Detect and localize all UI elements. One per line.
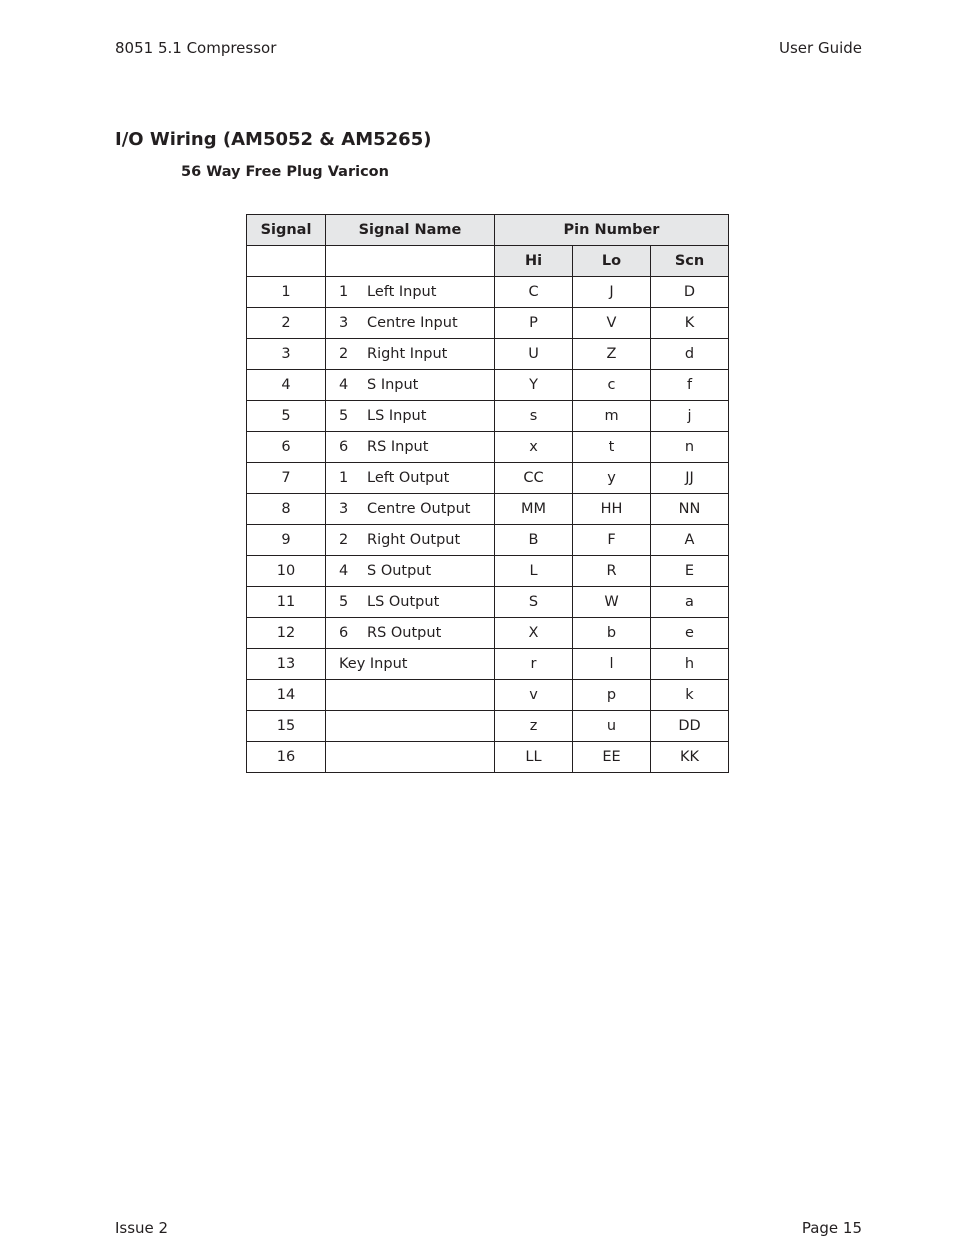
cell-signal: 3 [247,339,326,370]
table-header-row [247,215,729,246]
cell-pin-lo: F [573,525,651,556]
cell-signal-name [326,308,495,339]
table-row [247,587,729,618]
col-header-pin-number: Pin Number [495,215,729,246]
signal-name-number: 5 [339,408,349,424]
cell-pin-lo: W [573,587,651,618]
table-subheader-row [247,246,729,277]
cell-signal-name [326,370,495,401]
cell-pin-scn: K [651,308,729,339]
col-header-signal: Signal [247,215,326,246]
cell-signal-name [326,556,495,587]
table-row [247,494,729,525]
cell-pin-scn: NN [651,494,729,525]
signal-name-number: 2 [339,532,349,548]
table-row [247,742,729,773]
cell-signal: 6 [247,432,326,463]
cell-pin-hi: L [495,556,573,587]
cell-pin-hi: LL [495,742,573,773]
footer-page-number: Page 15 [801,1219,862,1237]
subheader-empty-name [326,246,495,277]
cell-signal-name [326,711,495,742]
cell-pin-scn: k [651,680,729,711]
cell-pin-lo: y [573,463,651,494]
cell-signal-name [326,432,495,463]
cell-pin-lo: m [573,401,651,432]
cell-signal-name [326,587,495,618]
cell-pin-lo: p [573,680,651,711]
cell-pin-hi: B [495,525,573,556]
cell-pin-hi: CC [495,463,573,494]
cell-pin-scn: D [651,277,729,308]
cell-signal-name [326,525,495,556]
signal-name-number: 3 [339,501,349,517]
cell-pin-scn: n [651,432,729,463]
cell-signal-name [326,680,495,711]
cell-pin-lo: EE [573,742,651,773]
cell-pin-lo: HH [573,494,651,525]
table-row [247,339,729,370]
cell-pin-lo: Z [573,339,651,370]
table-row [247,556,729,587]
cell-pin-scn: JJ [651,463,729,494]
table-row [247,308,729,339]
cell-signal: 4 [247,370,326,401]
cell-pin-hi: v [495,680,573,711]
cell-signal-name [326,463,495,494]
pin-wiring-table [246,214,729,773]
signal-name-number: 4 [339,377,349,393]
cell-pin-lo: b [573,618,651,649]
col-header-lo: Lo [573,246,651,277]
signal-name-text: LS Input [367,408,427,424]
cell-pin-lo: u [573,711,651,742]
cell-pin-hi: P [495,308,573,339]
cell-pin-scn: DD [651,711,729,742]
signal-name-number: 4 [339,563,349,579]
cell-pin-lo: t [573,432,651,463]
cell-pin-hi: MM [495,494,573,525]
signal-name-text: Centre Output [367,501,471,517]
signal-name-text: Left Input [367,284,437,300]
table-row [247,401,729,432]
table-row [247,618,729,649]
cell-signal: 16 [247,742,326,773]
cell-signal-name [326,277,495,308]
cell-signal: 7 [247,463,326,494]
signal-name-number: 2 [339,346,349,362]
cell-pin-scn: a [651,587,729,618]
signal-name-text: RS Output [367,625,442,641]
table-row [247,463,729,494]
table-row [247,649,729,680]
signal-name-text: Key Input [339,656,408,672]
cell-signal-name [326,494,495,525]
cell-signal: 15 [247,711,326,742]
cell-pin-scn: A [651,525,729,556]
cell-signal: 2 [247,308,326,339]
table-row [247,680,729,711]
header-document-type: User Guide [778,39,862,57]
table-row [247,370,729,401]
cell-signal-name [326,339,495,370]
cell-pin-hi: z [495,711,573,742]
cell-pin-lo: l [573,649,651,680]
cell-signal: 8 [247,494,326,525]
signal-name-number: 1 [339,284,349,300]
col-header-hi: Hi [495,246,573,277]
cell-signal-name [326,742,495,773]
col-header-scn: Scn [651,246,729,277]
cell-signal: 12 [247,618,326,649]
cell-pin-hi: s [495,401,573,432]
cell-pin-hi: Y [495,370,573,401]
cell-signal: 1 [247,277,326,308]
cell-pin-scn: E [651,556,729,587]
cell-signal: 10 [247,556,326,587]
signal-name-text: Centre Input [367,315,458,331]
cell-signal: 5 [247,401,326,432]
cell-pin-scn: d [651,339,729,370]
cell-pin-scn: h [651,649,729,680]
table-row [247,525,729,556]
cell-pin-scn: e [651,618,729,649]
signal-name-text: LS Output [367,594,440,610]
cell-signal: 9 [247,525,326,556]
signal-name-number: 3 [339,315,349,331]
signal-name-text: Right Input [367,346,448,362]
section-subtitle: 56 Way Free Plug Varicon [181,164,389,180]
cell-pin-hi: r [495,649,573,680]
cell-pin-lo: c [573,370,651,401]
section-title: I/O Wiring (AM5052 & AM5265) [115,129,432,150]
cell-pin-hi: S [495,587,573,618]
cell-pin-hi: U [495,339,573,370]
cell-signal-name [326,649,495,680]
cell-pin-lo: J [573,277,651,308]
cell-pin-scn: KK [651,742,729,773]
header-document-title: 8051 5.1 Compressor [115,39,277,57]
signal-name-number: 6 [339,625,349,641]
table-row [247,711,729,742]
cell-pin-lo: V [573,308,651,339]
cell-pin-lo: R [573,556,651,587]
signal-name-text: S Input [367,377,419,393]
cell-pin-hi: x [495,432,573,463]
signal-name-text: Right Output [367,532,461,548]
cell-signal-name [326,618,495,649]
table-body [247,277,729,773]
table-row [247,277,729,308]
cell-signal: 11 [247,587,326,618]
footer-issue: Issue 2 [115,1219,169,1237]
cell-pin-scn: f [651,370,729,401]
subheader-empty-signal [247,246,326,277]
signal-name-text: RS Input [367,439,429,455]
signal-name-text: S Output [367,563,432,579]
signal-name-text: Left Output [367,470,450,486]
cell-signal: 13 [247,649,326,680]
cell-pin-scn: j [651,401,729,432]
col-header-signal-name: Signal Name [326,215,495,246]
signal-name-number: 1 [339,470,349,486]
table-row [247,432,729,463]
cell-signal: 14 [247,680,326,711]
cell-signal-name [326,401,495,432]
signal-name-number: 6 [339,439,349,455]
cell-pin-hi: C [495,277,573,308]
signal-name-number: 5 [339,594,349,610]
cell-pin-hi: X [495,618,573,649]
